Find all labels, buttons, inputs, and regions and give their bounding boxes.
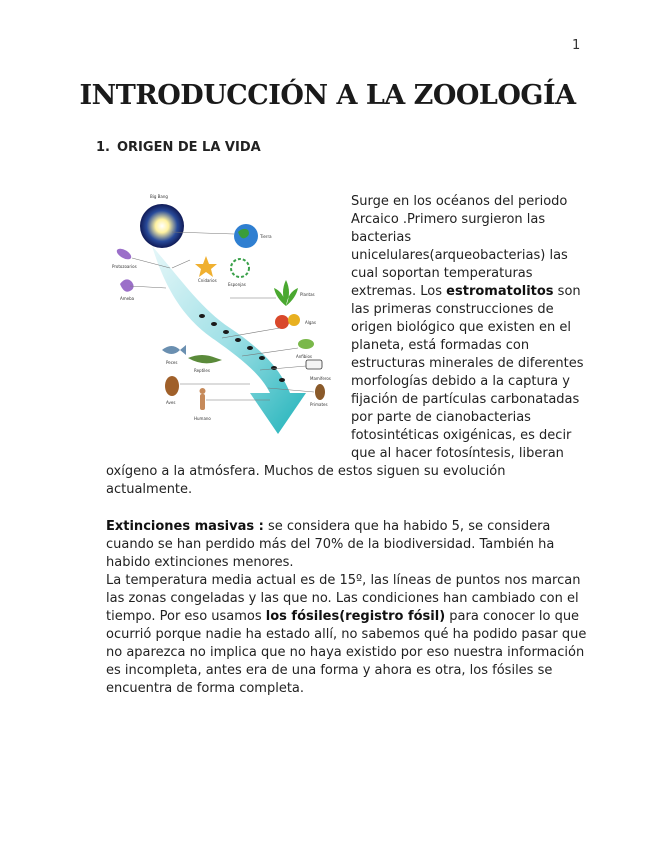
human-image: [200, 394, 205, 410]
cnidarian-image: [195, 256, 217, 277]
ameba-image: [120, 279, 134, 291]
protozoa-label: Protozoarios: [112, 264, 137, 269]
fish-label: Peces: [166, 360, 178, 365]
amphibian-image: [298, 339, 314, 349]
algae-label: Algas: [305, 320, 316, 325]
big-bang-image: [140, 204, 184, 248]
fish-image: [162, 345, 186, 355]
mammal-image: [306, 360, 322, 369]
evolution-diagram: [110, 188, 338, 438]
primate-image: [315, 384, 325, 400]
section-heading: [96, 140, 261, 155]
section-number: 1.: [96, 140, 110, 155]
earth-label: Tierra: [260, 234, 272, 239]
section-title: ORIGEN DE LA VIDA: [117, 140, 261, 155]
protozoa-image: [115, 247, 133, 262]
bird-label: Aves: [166, 400, 176, 405]
evolution-stream: [152, 246, 306, 434]
sponge-image: [231, 259, 249, 277]
human-label: Humano: [194, 416, 211, 421]
intro-paragraph-right: Surge en los océanos del periodo Arcaico .Primero surgieron las bacterias unicelulares(arqueobacterias) las cual soportan temperaturas extremas. Los estromatolitos son las primeras construcciones de origen biológico que existen en el planeta, está formadas con estructuras minerales de diferentes morfologías debido a la captura y fijación de partículas carbonatadas por parte de cianobacterias fotosintéticas oxigénicas, es decir que al hacer fotosíntesis, liberan: [351, 194, 584, 461]
plant-image: [274, 280, 298, 306]
mammal-label: Mamíferos: [310, 376, 331, 381]
cnidarian-label: Cnidarios: [198, 278, 217, 283]
extinctions-term: Extinciones masivas :: [106, 519, 264, 534]
fossils-term: los fósiles(registro fósil): [265, 609, 446, 624]
reptile-label: Reptiles: [194, 368, 210, 373]
page-number: 1: [572, 38, 581, 53]
plant-label: Plantas: [300, 292, 315, 297]
primate-label: Primates: [310, 402, 328, 407]
big-bang-label: Big Bang: [150, 194, 168, 199]
extinctions-paragraph: Extinciones masivas : se considera que ha habido 5, se considera cuando se han perdido más del 70% de la biodiversidad. También ha habido extinciones menores. La temperatura media actual es de 15º, las líneas de puntos nos marcan las zonas congeladas y las que no. Las condiciones han cambiado con el tiempo. Por eso usamos los fósiles(registro fósil) para conocer lo que ocurrió porque nadie ha estado allí, no sabemos qué ha podido pasar que no aparezca no implica que no haya existido por eso nuestra información es incompleta, antes era de una forma y ahora es otra, los fósiles se encuentra de forma completa.: [106, 519, 587, 696]
evolution-diagram-svg: [110, 188, 338, 438]
intro-paragraph-continuation: oxígeno a la atmósfera. Muchos de estos siguen su evolución actualmente.: [106, 464, 506, 497]
bird-image: [165, 376, 179, 396]
sponge-label: Esponjas: [228, 282, 246, 287]
page-title: INTRODUCCIÓN A LA ZOOLOGÍA: [79, 80, 576, 111]
stromatolites-term: estromatolitos: [446, 284, 554, 299]
ameba-label: Ameba: [120, 296, 135, 301]
amphibian-label: Anfibios: [296, 354, 312, 359]
reptile-image: [188, 355, 222, 363]
